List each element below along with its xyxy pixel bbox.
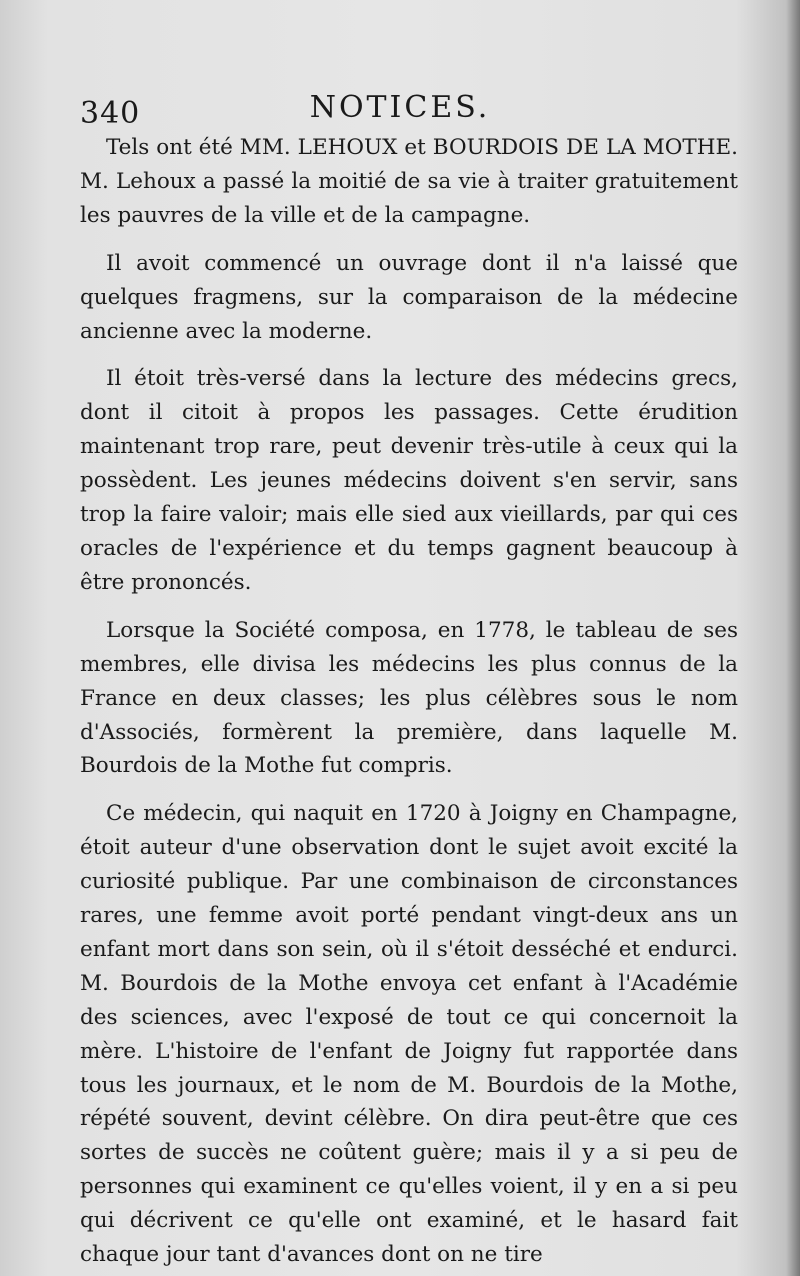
paragraph-ouvrage: Il avoit commencé un ouvrage dont il n'a laissé que quelques fragmens, sur la comparaison de la médecine ancienne avec la moderne. <box>80 250 738 344</box>
paragraph-joigny: Ce médecin, qui naquit en 1720 à Joigny en Champagne, étoit auteur d'une observation dont le sujet avoit excité la curiosité publique. Par une combinaison de circonstances rares, une femme avoit porté pendant vingt-deux ans un enfant mort dans son sein, où il s'étoit desséché et endurci. M. Bourdois de la Mothe envoya cet enfant à l'Académie des sciences, avec l'exposé de tout ce qui concernoit la mère. L'histoire de l'enfant de Joigny fut rapportée dans tous les journaux, et le nom de M. Bourdois de la Mothe, répété souvent, devint célèbre. On dira peut-être que ces sortes de succès ne coûtent guère; mais il y a si peu de personnes qui examinent ce qu'elles voient, il y en a si peu qui décrivent ce qu'elle ont examiné, et le hasard fait chaque jour tant d'avances dont on ne tire <box>80 801 738 1268</box>
running-head: NOTICES. <box>309 90 491 125</box>
body-text <box>80 131 738 1272</box>
page-edge-shadow <box>786 0 800 1276</box>
paragraph-societe-1778: Lorsque la Société composa, en 1778, le tableau de ses membres, elle divisa les médecins les plus connus de la France en deux classes; les plus célèbres sous le nom d'Associés, formèrent la première, dans laquelle M. Bourdois de la Mothe fut compris. <box>80 617 738 779</box>
paragraph-medecins-grecs: Il étoit très-versé dans la lecture des médecins grecs, dont il citoit à propos les passages. Cette érudition maintenant trop rare, peut devenir très-utile à ceux qui la possèdent. Les jeunes médecins doivent s'en servir, sans trop la faire valoir; mais elle sied aux vieillards, par qui ces oracles de l'expérience et du temps gagnent beaucoup à être prononcés. <box>80 366 738 595</box>
page-number: 340 <box>80 96 141 131</box>
paragraph-lehoux: Tels ont été MM. LEHOUX et BOURDOIS DE LA MOTHE. M. Lehoux a passé la moitié de sa vie à traiter gratuitement les pauvres de la ville et de la campagne. <box>80 135 738 228</box>
